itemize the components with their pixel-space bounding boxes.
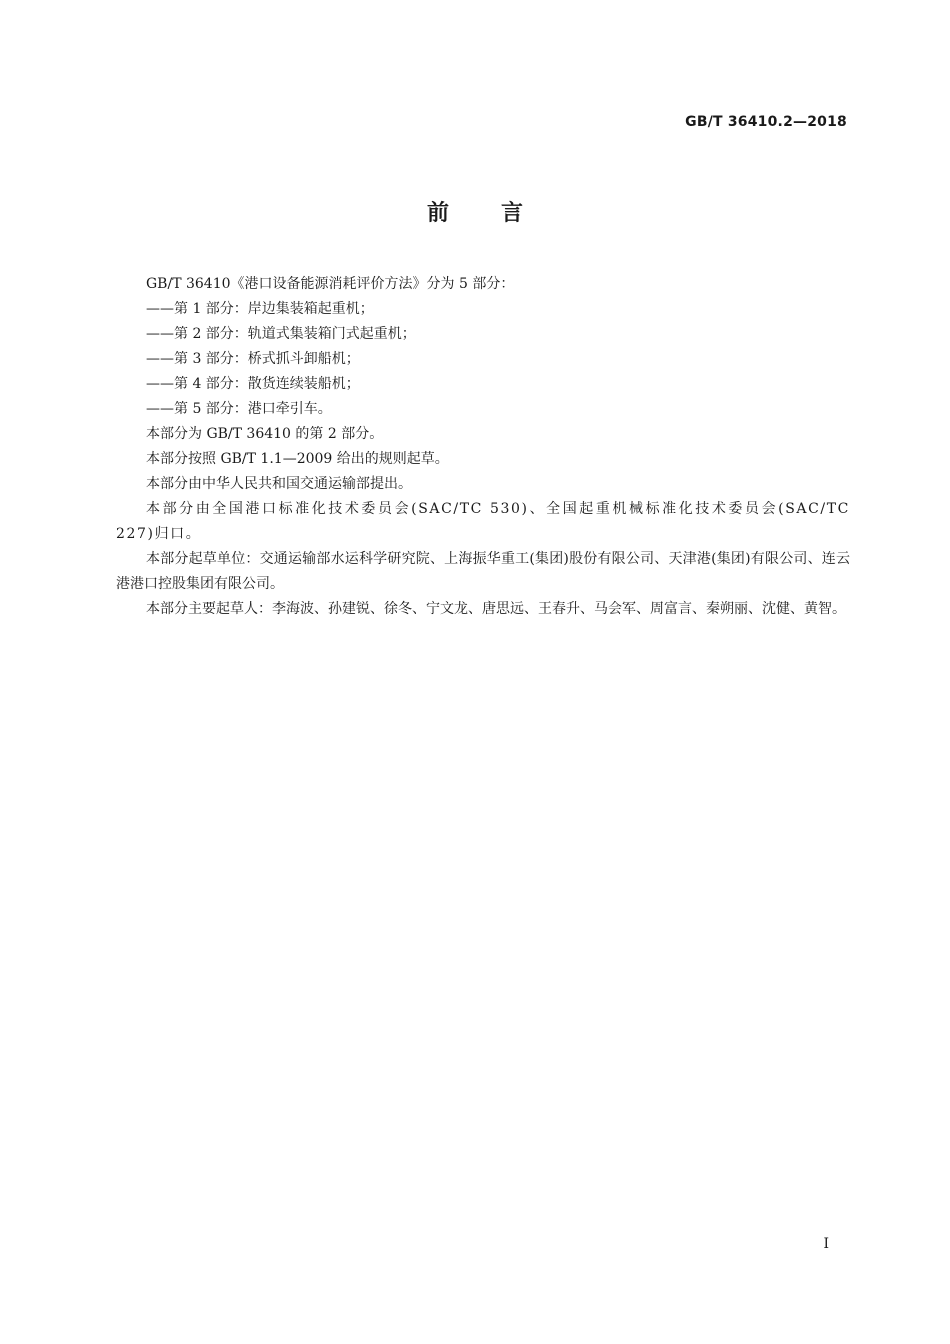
- foreword-body: [116, 272, 850, 622]
- part-list-item: ——第 5 部分：港口牵引车。: [146, 401, 332, 417]
- drafting-units-statement: 本部分起草单位：交通运输部水运科学研究院、上海振华重工(集团)股份有限公司、天津港(集团)有限公司、连云港港口控股集团有限公司。: [116, 551, 850, 592]
- part-list-item: ——第 1 部分：岸边集装箱起重机；: [146, 301, 374, 317]
- technical-committee-statement: 本部分由全国港口标准化技术委员会(SAC/TC 530)、全国起重机械标准化技术委员会(SAC/TC 227)归口。: [116, 501, 850, 542]
- drafters-statement: 本部分主要起草人：李海波、孙建锐、徐冬、宁文龙、唐思远、王春升、马会军、周富言、秦朔丽、沈健、黄智。: [146, 601, 846, 617]
- page-number: I: [823, 1236, 829, 1252]
- part-statement: 本部分为 GB/T 36410 的第 2 部分。: [146, 426, 384, 442]
- standard-number: GB/T 36410.2—2018: [685, 114, 847, 130]
- part-list-item: ——第 2 部分：轨道式集装箱门式起重机；: [146, 326, 416, 342]
- intro-paragraph: GB/T 36410《港口设备能源消耗评价方法》分为 5 部分：: [146, 276, 515, 292]
- part-list-item: ——第 3 部分：桥式抓斗卸船机；: [146, 351, 360, 367]
- proposer-statement: 本部分由中华人民共和国交通运输部提出。: [146, 476, 412, 492]
- drafting-rules-statement: 本部分按照 GB/T 1.1—2009 给出的规则起草。: [146, 451, 449, 467]
- page-title: 前言: [426, 201, 575, 226]
- part-list-item: ——第 4 部分：散货连续装船机；: [146, 376, 360, 392]
